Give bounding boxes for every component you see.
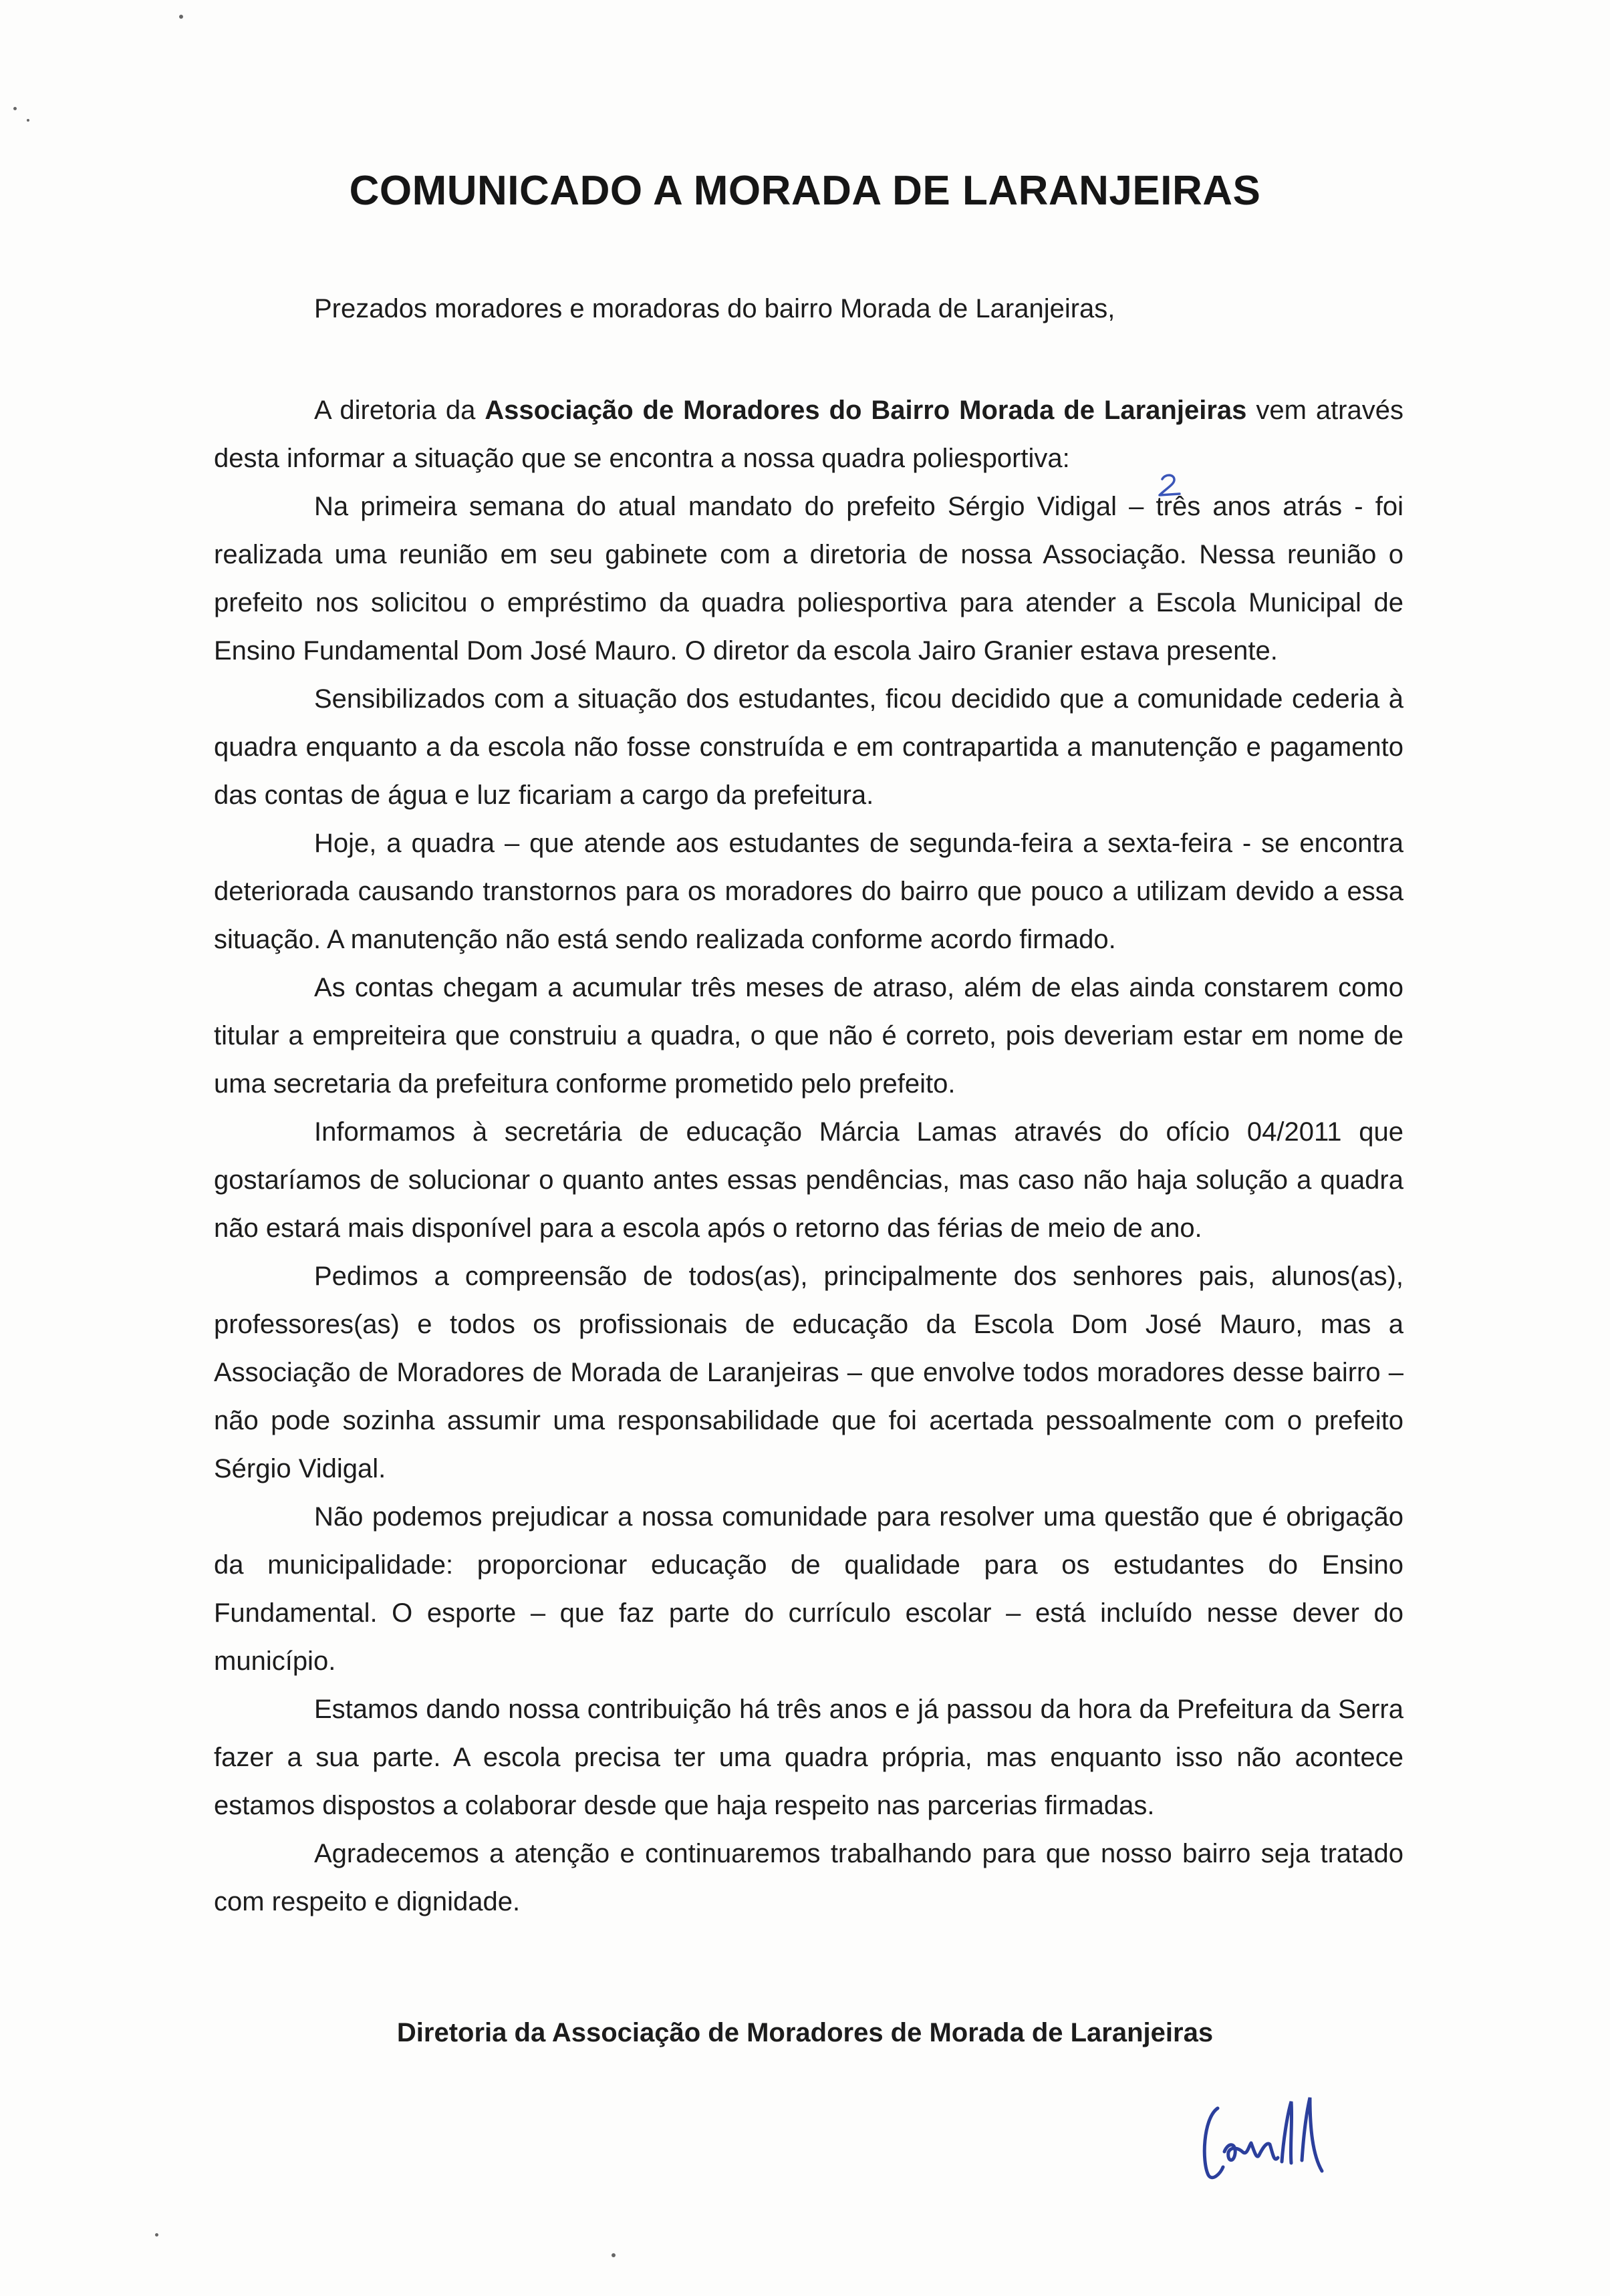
document-body [214,386,1403,1926]
scan-speck [179,15,183,19]
document-title: COMUNICADO A MORADA DE LARANJEIRAS [349,168,1261,214]
paragraph: Não podemos prejudicar a nossa comunidade para resolver uma questão que é obrigação da municipalidade: proporcionar educação de qualidade para os estudantes do Ensino Fundamental. O esporte – que faz parte do currículo escolar – está incluído nesse dever do município. [214,1502,1403,1676]
paragraph: Pedimos a compreensão de todos(as), principalmente dos senhores pais, alunos(as), professores(as) e todos os profissionais de educação da Escola Dom José Mauro, mas a Associação de Moradores de Morada de Laranjeiras – que envolve todos moradores desse bairro – não pode sozinha assumir uma responsabilidade que foi acertada pessoalmente com o prefeito Sérgio Vidigal. [214,1262,1403,1483]
paragraph: Na primeira semana do atual mandato do prefeito Sérgio Vidigal – três anos atrás - foi realizada uma reunião em seu gabinete com a diretoria de nossa Associação. Nessa reunião o prefeito nos solicitou o empréstimo da quadra poliesportiva para atender a Escola Municipal de Ensino Fundamental Dom José Mauro. O diretor da escola Jairo Granier estava presente. [214,492,1403,666]
paragraph: Informamos à secretária de educação Márcia Lamas através do ofício 04/2011 que gostaríamos de solucionar o quanto antes essas pendências, mas caso não haja solução a quadra não estará mais disponível para a escola após o retorno das férias de meio de ano. [214,1117,1403,1243]
paragraph: As contas chegam a acumular três meses de atraso, além de elas ainda constarem como titular a empreiteira que construiu a quadra, o que não é correto, pois deveriam estar em nome de uma secretaria da prefeitura conforme prometido pelo prefeito. [214,973,1403,1099]
scan-speck [27,119,29,122]
paragraph: Sensibilizados com a situação dos estudantes, ficou decidido que a comunidade cederia à quadra enquanto a da escola não fosse construída e em contrapartida a manutenção e pagamento das contas de água e luz ficariam a cargo da prefeitura. [214,684,1403,810]
scan-speck [155,2233,158,2237]
association-name: Associação de Moradores do Bairro Morada de Laranjeiras [485,396,1247,425]
paragraph: Hoje, a quadra – que atende aos estudantes de segunda-feira a sexta-feira - se encontra deteriorada causando transtornos para os moradores do bairro que pouco a utilizam devido a essa situação. A manutenção não está sendo realizada conforme acordo firmado. [214,829,1403,954]
salutation: Prezados moradores e moradoras do bairro Morada de Laranjeiras, [314,294,1115,323]
handwritten-signature [1190,2088,1337,2188]
handwritten-numeral-annotation [1153,471,1186,501]
intro-text-after: vem através desta informar a situação que se encontra a nossa quadra poliesportiva: [214,396,1403,473]
paragraph: Estamos dando nossa contribuição há três anos e já passou da hora da Prefeitura da Serra fazer a sua parte. A escola precisa ter uma quadra própria, mas enquanto isso não acontece estamos dispostos a colaborar desde que haja respeito nas parcerias firmadas. [214,1695,1403,1820]
closing-signature-line: Diretoria da Associação de Moradores de Morada de Laranjeiras [396,2018,1214,2047]
scan-speck [13,107,17,110]
paragraph: Agradecemos a atenção e continuaremos trabalhando para que nosso bairro seja tratado com respeito e dignidade. [214,1839,1403,1916]
scan-speck [612,2253,616,2257]
paragraph-intro [214,386,1403,482]
intro-text-before: A diretoria da [314,396,485,425]
